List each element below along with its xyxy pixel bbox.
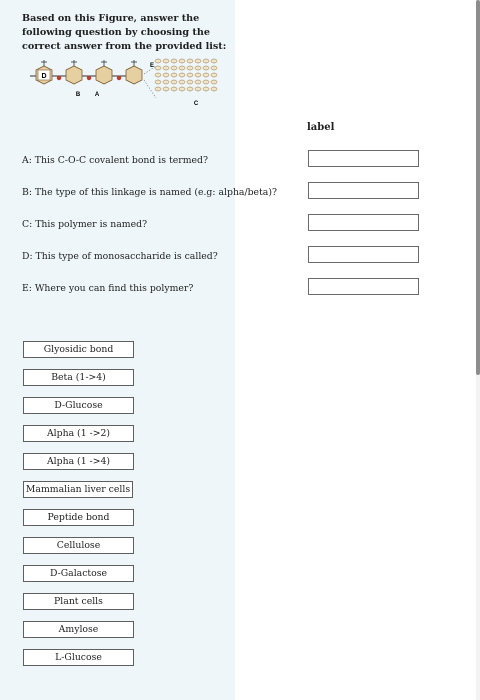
oxygen-atom-1 [57,76,61,80]
answer-dropzone-c[interactable] [308,214,419,231]
oxygen-atom-3 [117,76,121,80]
question-e: E: Where you can find this polymer? [22,283,194,294]
question-c: C: This polymer is named? [22,219,148,230]
question-b: B: The type of this linkage is named (e.g: alpha/beta)? [22,187,277,198]
draggable-option-alpha-1-2[interactable]: Alpha (1 ->2) [23,425,134,442]
polysaccharide-figure [22,58,232,118]
draggable-option-glyosidic-bond[interactable]: Glyosidic bond [23,341,134,358]
answer-dropzone-b[interactable] [308,182,419,199]
draggable-option-d-galactose[interactable]: D-Galactose [23,565,134,582]
sugar-ring-4 [126,60,142,84]
answer-dropzone-e[interactable] [308,278,419,295]
draggable-option-l-glucose[interactable]: L-Glucose [23,649,134,666]
figure-label-b: B [75,92,81,98]
polymer-chains [155,59,217,91]
figure-label-d: D [41,73,47,80]
draggable-option-d-glucose[interactable]: D-Glucose [23,397,134,414]
sugar-ring-2 [66,60,82,84]
zoom-connector-bottom [144,80,156,98]
sugar-ring-3 [96,60,112,84]
instructions-text: Based on this Figure, answer the following question by choosing the correct answer from the provided list: [22,13,227,52]
label-column-header: label [307,122,335,133]
draggable-option-plant-cells[interactable]: Plant cells [23,593,134,610]
answer-dropzone-d[interactable] [308,246,419,263]
vertical-scrollbar-thumb[interactable] [476,0,480,375]
question-d: D: This type of monosaccharide is called? [22,251,218,262]
question-a: A: This C-O-C covalent bond is termed? [22,155,208,166]
answer-dropzone-a[interactable] [308,150,419,167]
oxygen-atom-2 [87,76,91,80]
draggable-option-alpha-1-4[interactable]: Alpha (1 ->4) [23,453,134,470]
draggable-option-amylose[interactable]: Amylose [23,621,134,638]
draggable-option-peptide-bond[interactable]: Peptide bond [23,509,134,526]
draggable-option-cellulose[interactable]: Cellulose [23,537,134,554]
draggable-option-mammalian-liver-cells[interactable]: Mammalian liver cells [23,481,133,498]
figure-label-c: C [193,101,199,107]
figure-label-e: E [149,63,155,69]
draggable-option-beta-1-4[interactable]: Beta (1->4) [23,369,134,386]
figure-label-a: A [94,92,100,98]
